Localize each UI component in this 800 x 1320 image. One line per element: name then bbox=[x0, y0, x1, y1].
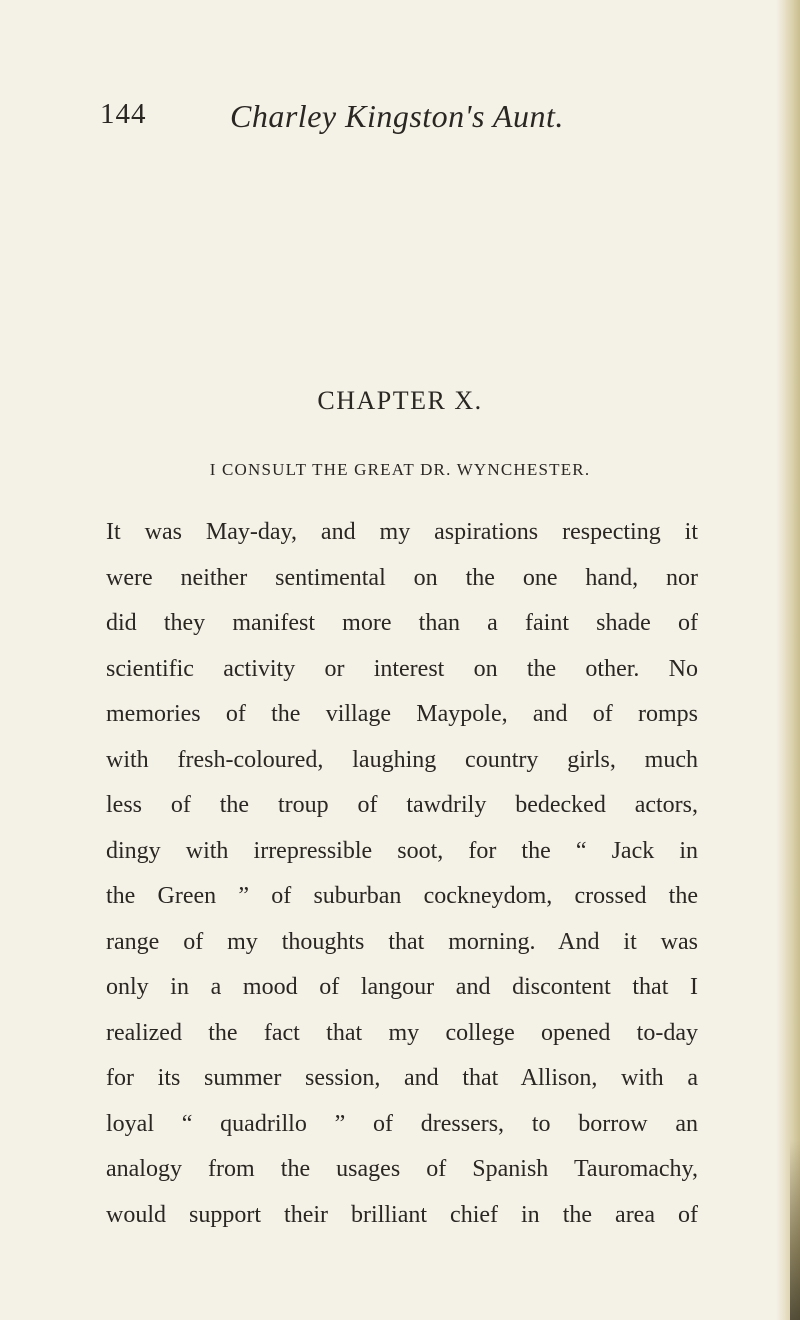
chapter-subtitle: I CONSULT THE GREAT DR. WYNCHESTER. bbox=[209, 460, 591, 479]
text-line: range of my thoughts that morning. And it was bbox=[106, 928, 698, 955]
text-line: the Green ” of suburban cockneydom, crossed the bbox=[106, 883, 698, 909]
text-line: did they manifest more than a faint shade of bbox=[106, 610, 698, 636]
text-line: analogy from the usages of Spanish Tauromachy, bbox=[106, 1156, 698, 1182]
text-line: with fresh-coloured, laughing country girls, much bbox=[106, 746, 698, 773]
text-line: less of the troup of tawdrily bedecked actors, bbox=[106, 792, 698, 818]
text-line: loyal “ quadrillo ” of dressers, to borrow an bbox=[106, 1110, 698, 1137]
text-line: only in a mood of langour and discontent that I bbox=[106, 974, 698, 1000]
text-line: It was May-day, and my aspirations respecting it bbox=[106, 519, 698, 545]
chapter-title: CHAPTER X. bbox=[317, 386, 483, 415]
text-line: would support their brilliant chief in the area of bbox=[106, 1201, 698, 1228]
text-line: for its summer session, and that Allison, with a bbox=[106, 1065, 698, 1091]
text-line: scientific activity or interest on the other. No bbox=[106, 655, 698, 682]
text-line: memories of the village Maypole, and of romps bbox=[106, 701, 698, 727]
running-title: Charley Kingston's Aunt. bbox=[230, 98, 564, 134]
page-number: 144 bbox=[100, 98, 147, 130]
text-line: dingy with irrepressible soot, for the “ Jack in bbox=[106, 837, 698, 864]
text-line: realized the fact that my college opened to-day bbox=[106, 1019, 698, 1046]
page-edge-shadow bbox=[790, 1140, 800, 1320]
body-paragraph bbox=[106, 510, 698, 1238]
page-edge bbox=[776, 0, 800, 1320]
text-line: were neither sentimental on the one hand, nor bbox=[106, 564, 698, 591]
